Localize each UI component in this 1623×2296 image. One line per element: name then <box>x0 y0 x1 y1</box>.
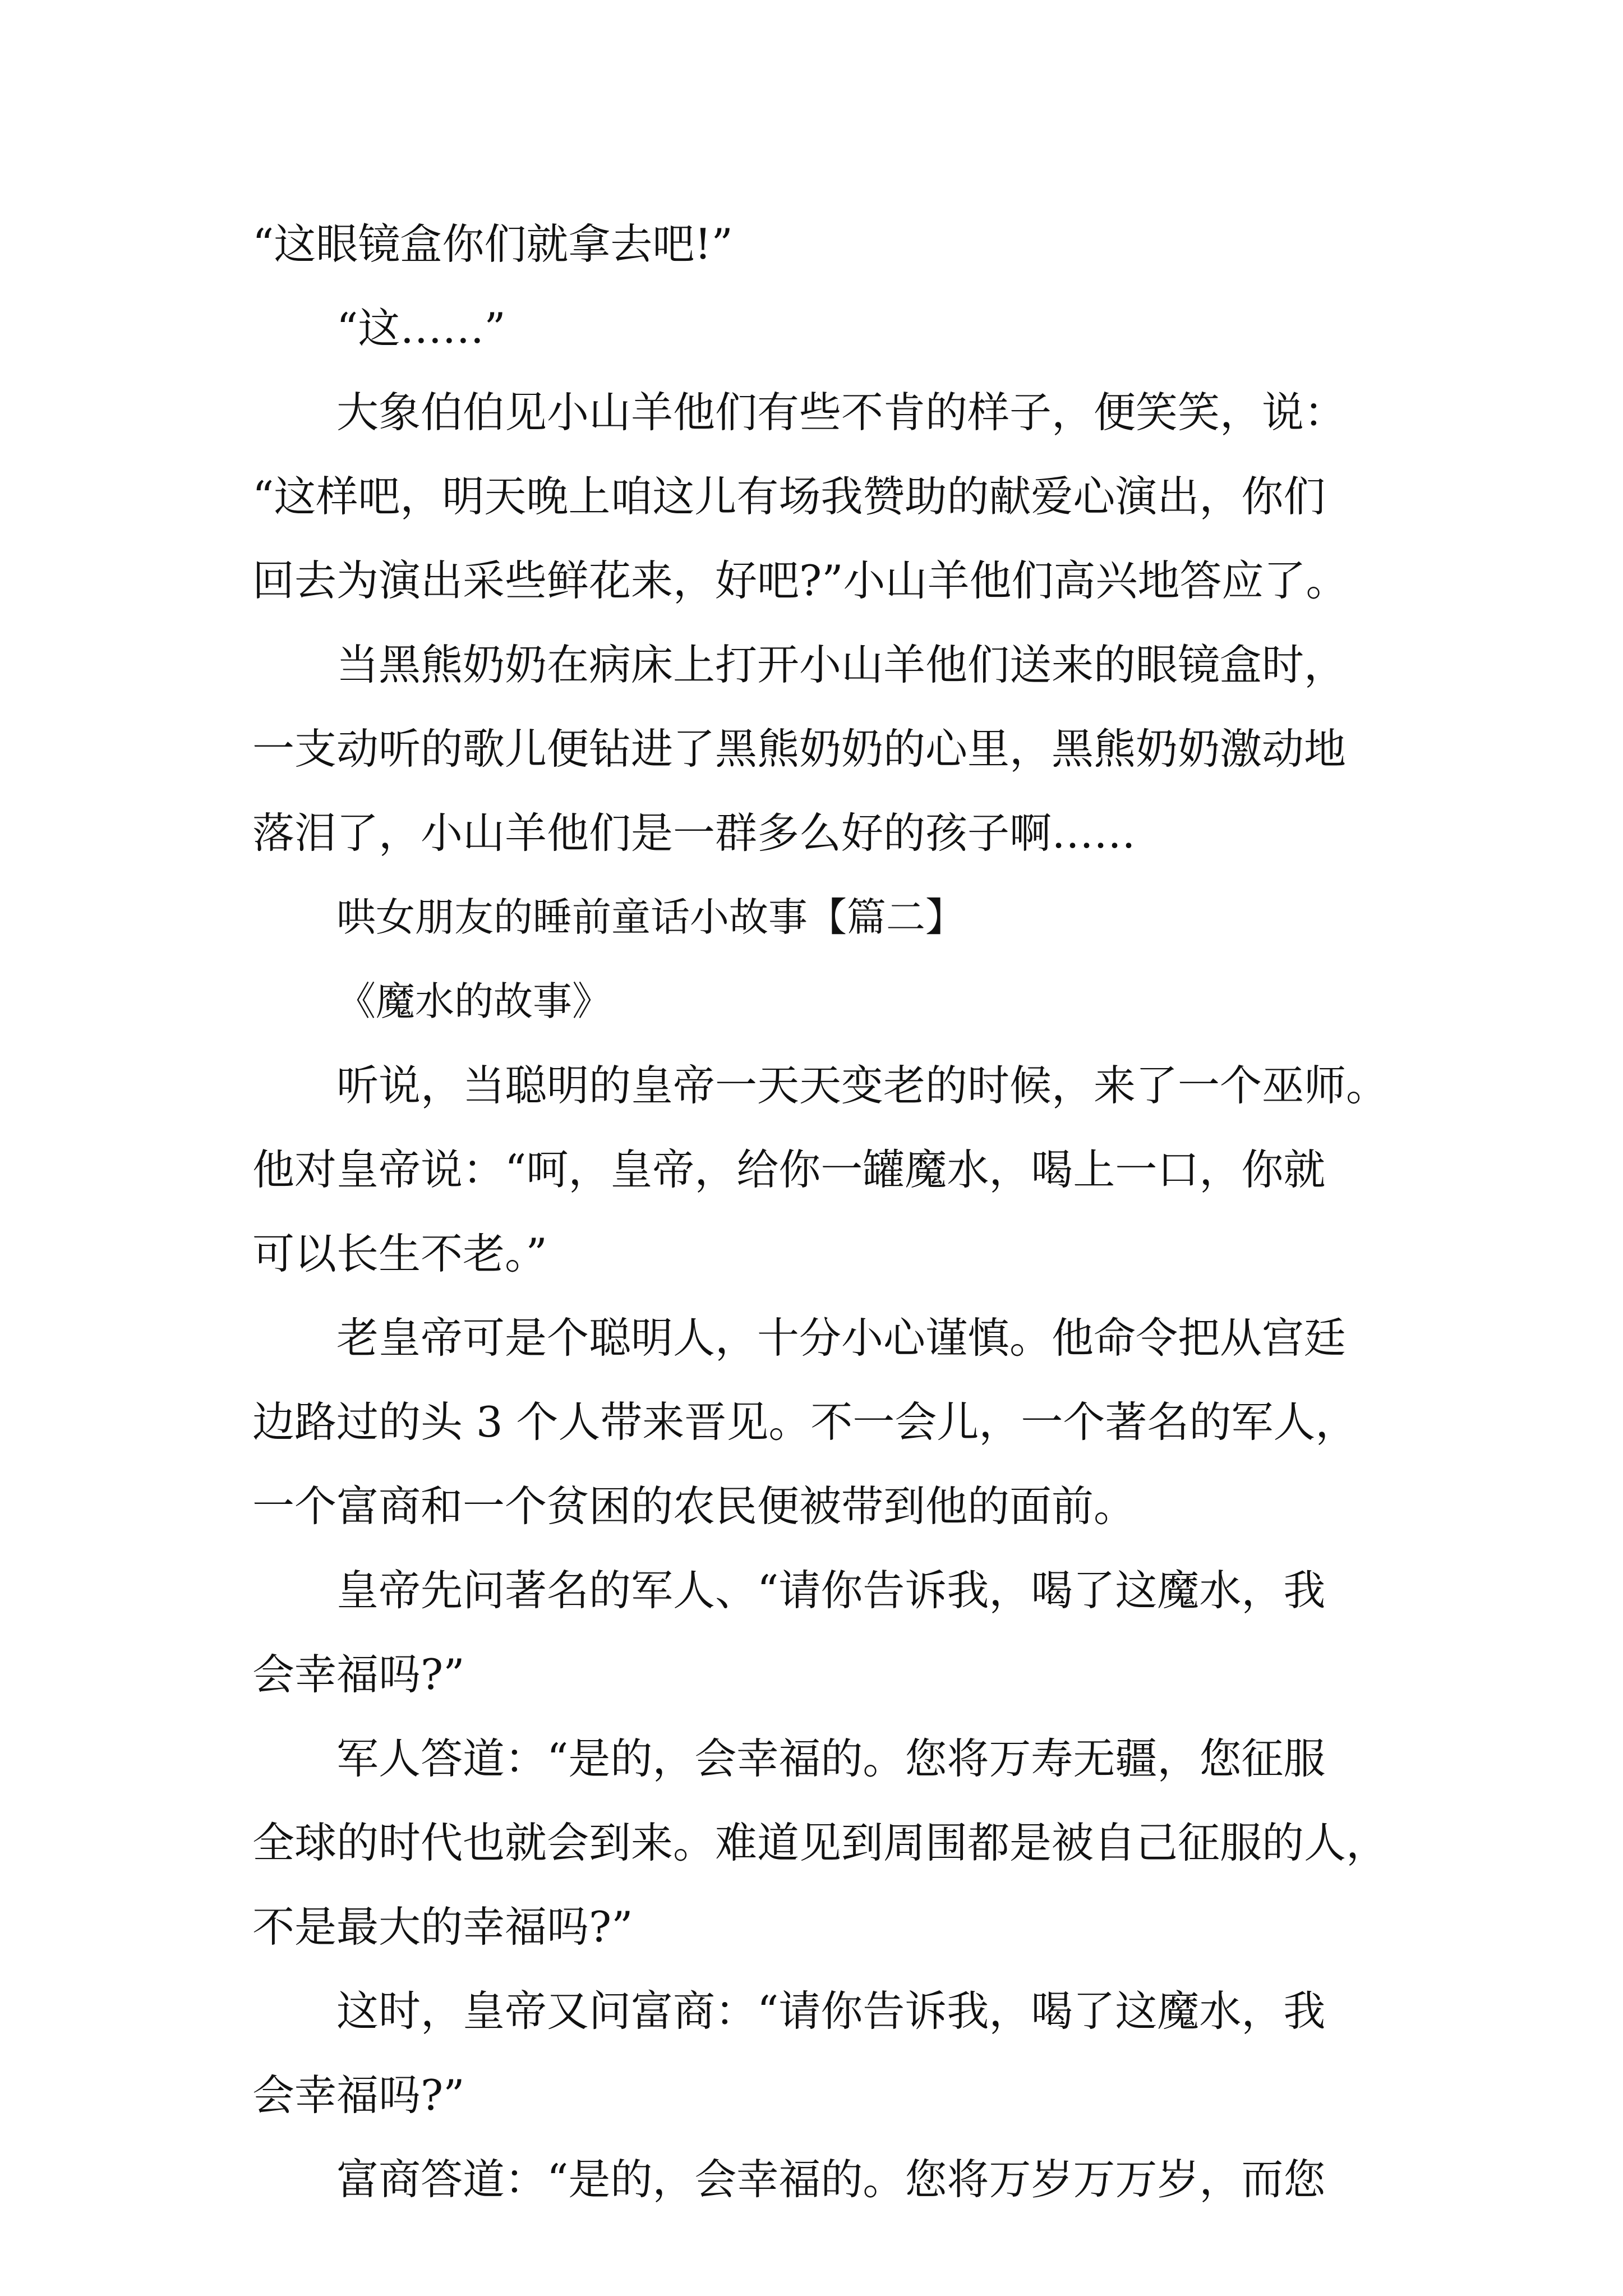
text-line: 会幸福吗?” <box>252 1650 465 1699</box>
story-text <box>252 202 1389 2221</box>
text-line: 听说，当聪明的皇帝一天天变老的时候，来了一个巫师。 <box>336 1061 1389 1110</box>
text-line: 一支动听的歌儿便钻进了黑熊奶奶的心里，黑熊奶奶激动地 <box>252 724 1347 774</box>
text-line: 大象伯伯见小山羊他们有些不肯的样子，便笑笑，说： <box>336 388 1347 437</box>
text-line: 全球的时代也就会到来。难道见到周围都是被自己征服的人， <box>252 1818 1389 1867</box>
text-line: 当黑熊奶奶在病床上打开小山羊他们送来的眼镜盒时， <box>336 640 1347 689</box>
text-line: 这时，皇帝又问富商：“请你告诉我，喝了这魔水，我 <box>336 1986 1326 2036</box>
text-line: “这眼镜盒你们就拿去吧!” <box>252 219 733 269</box>
text-line: 老皇帝可是个聪明人，十分小心谨慎。他命令把从宫廷 <box>336 1313 1347 1363</box>
text-line: 军人答道：“是的，会幸福的。您将万寿无疆，您征服 <box>336 1734 1326 1783</box>
text-line: 会幸福吗?” <box>252 2070 465 2120</box>
text-line: 不是最大的幸福吗?” <box>252 1902 633 1952</box>
text-line: 一个富商和一个贫困的农民便被带到他的面前。 <box>252 1481 1136 1531</box>
text-line: 边路过的头 3 个人带来晋见。不一会儿，一个著名的军人， <box>252 1397 1358 1447</box>
text-line: “这……” <box>336 303 506 353</box>
text-line: 可以长生不老。” <box>252 1229 547 1278</box>
story-title: 《魔水的故事》 <box>336 978 611 1024</box>
text-line: 皇帝先问著名的军人、“请你告诉我，喝了这魔水，我 <box>336 1566 1326 1615</box>
text-line: 落泪了，小山羊他们是一群多么好的孩子啊…… <box>252 808 1136 858</box>
text-line: 他对皇帝说：“呵，皇帝，给你一罐魔水，喝上一口，你就 <box>252 1145 1326 1194</box>
text-line: 富商答道：“是的，会幸福的。您将万岁万万岁，而您 <box>336 2155 1326 2204</box>
section-heading: 哄女朋友的睡前童话小故事【篇二】 <box>336 894 965 940</box>
text-line: 回去为演出采些鲜花来，好吧?”小山羊他们高兴地答应了。 <box>252 556 1348 605</box>
text-line: “这样吧，明天晚上咱这儿有场我赞助的献爱心演出，你们 <box>252 472 1326 521</box>
